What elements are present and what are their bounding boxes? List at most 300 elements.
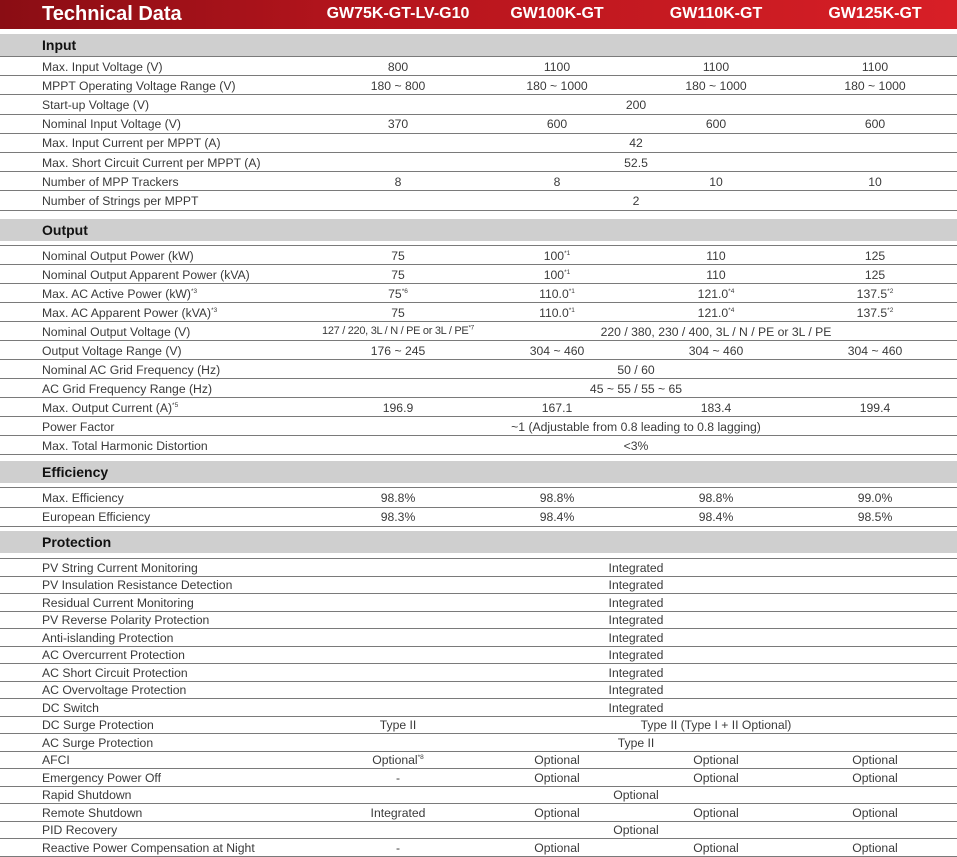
cell-value: 98.5% <box>857 510 893 525</box>
footnote-marker: *5 <box>172 401 179 409</box>
row-label <box>42 596 194 610</box>
cell-value: 42 <box>629 136 643 151</box>
row-label-text: Nominal Input Voltage (V) <box>42 117 181 132</box>
footnote-marker: *8 <box>417 754 424 762</box>
table-row <box>0 57 957 76</box>
cell-value: 125 <box>864 267 886 282</box>
table-cell <box>641 718 792 732</box>
table-cell <box>693 771 738 785</box>
footnote-marker: *4 <box>728 306 735 314</box>
cell-value: Type II (Type I + II Optional) <box>640 718 792 733</box>
table-cell <box>624 156 648 170</box>
table-cell <box>534 841 579 855</box>
table-cell <box>633 194 640 208</box>
table-cell <box>613 788 658 802</box>
cell-value: ~1 (Adjustable from 0.8 leading to 0.8 lagging) <box>511 419 761 434</box>
cell-value: 110.0 <box>539 286 569 301</box>
cell-value: 75 <box>391 305 405 320</box>
row-label <box>42 753 70 767</box>
section-title: Efficiency <box>42 464 109 480</box>
table-cell <box>609 631 664 645</box>
footnote-marker: *2 <box>887 287 894 295</box>
table-row <box>0 508 957 528</box>
table-cell <box>701 401 732 415</box>
table-cell <box>699 491 734 505</box>
row-label-text: AC Overcurrent Protection <box>42 648 185 663</box>
table-cell <box>857 306 894 320</box>
cell-value: Type II <box>379 718 417 733</box>
cell-value: 600 <box>864 117 886 132</box>
row-label-text: Start-up Voltage (V) <box>42 97 150 112</box>
cell-value: 200 <box>625 97 647 112</box>
table-cell <box>540 491 575 505</box>
row-label <box>42 491 124 505</box>
row-label-text: MPPT Operating Voltage Range (V) <box>42 78 236 93</box>
table-row <box>0 322 957 341</box>
cell-value: Integrated <box>608 595 664 610</box>
table-cell <box>544 268 571 282</box>
row-label-text: Nominal Output Voltage (V) <box>42 324 191 339</box>
cell-value: 110 <box>706 267 726 282</box>
row-label <box>42 788 131 802</box>
table-cell <box>865 117 885 131</box>
table-cell <box>609 683 664 697</box>
table-cell <box>381 491 416 505</box>
table-cell <box>852 806 897 820</box>
row-label-text: Number of MPP Trackers <box>42 174 179 189</box>
table-cell <box>371 344 426 358</box>
row-label-text: AC Short Circuit Protection <box>42 665 188 680</box>
cell-value: 98.8% <box>698 490 734 505</box>
row-label <box>42 439 208 453</box>
table-cell <box>689 344 744 358</box>
section-title: Input <box>42 37 77 53</box>
cell-value: 370 <box>387 117 409 132</box>
cell-value: Optional <box>693 805 739 820</box>
cell-value: 800 <box>387 59 409 74</box>
table-row <box>0 594 957 612</box>
table-row <box>0 246 957 265</box>
cell-value: 2 <box>632 193 640 208</box>
table-cell <box>609 648 664 662</box>
table-cell <box>609 596 664 610</box>
row-label <box>42 79 236 93</box>
cell-value: 125 <box>864 248 886 263</box>
table-cell <box>693 806 738 820</box>
section-header <box>0 217 957 241</box>
row-label <box>42 701 99 715</box>
table-cell <box>371 79 426 93</box>
table-cell <box>617 363 654 377</box>
cell-value: 100 <box>543 248 565 263</box>
table-cell <box>609 578 664 592</box>
row-label-text: Max. Output Current (A) <box>42 400 173 415</box>
table-cell <box>706 268 725 282</box>
table-cell <box>372 753 424 767</box>
table-row <box>0 769 957 787</box>
table-cell <box>852 771 897 785</box>
table-cell <box>703 60 729 74</box>
row-label <box>42 344 182 358</box>
table-cell <box>511 420 761 434</box>
table-row <box>0 752 957 770</box>
row-label <box>42 683 186 697</box>
table-cell <box>699 510 734 524</box>
row-label-text: AC Grid Frequency Range (Hz) <box>42 381 213 396</box>
row-label-text: Power Factor <box>42 419 115 434</box>
cell-value: Integrated <box>608 630 664 645</box>
table-cell <box>693 841 738 855</box>
row-label-text: Max. AC Apparent Power (kVA) <box>42 305 212 320</box>
cell-value: 98.4% <box>698 510 734 525</box>
model-column-header: GW75K-GT-LV-G10 <box>326 5 470 22</box>
table-row <box>0 717 957 735</box>
table-row <box>0 153 957 172</box>
cell-value: Optional <box>613 788 659 803</box>
table-cell <box>609 613 664 627</box>
section-rows <box>0 487 957 527</box>
table-cell <box>698 287 735 301</box>
cell-value: 600 <box>705 117 727 132</box>
row-label-text: Residual Current Monitoring <box>42 595 194 610</box>
cell-value: Optional <box>534 840 580 855</box>
cell-value: Integrated <box>370 805 426 820</box>
footnote-marker: *3 <box>191 287 198 295</box>
cell-value: 8 <box>394 174 402 189</box>
table-cell <box>388 287 408 301</box>
row-label <box>42 268 250 282</box>
row-label-text: PID Recovery <box>42 823 118 838</box>
row-label <box>42 648 185 662</box>
cell-value: 10 <box>868 174 882 189</box>
cell-value: 50 / 60 <box>617 362 655 377</box>
row-label <box>42 806 142 820</box>
table-row <box>0 379 957 398</box>
cell-value: 99.0% <box>857 490 893 505</box>
table-cell <box>609 701 664 715</box>
table-row <box>0 360 957 379</box>
table-row <box>0 787 957 805</box>
table-row <box>0 559 957 577</box>
cell-value: 183.4 <box>700 400 732 415</box>
row-label <box>42 841 255 855</box>
table-cell <box>706 249 725 263</box>
row-label-text: Max. Input Current per MPPT (A) <box>42 136 221 151</box>
table-cell <box>601 325 832 339</box>
row-label <box>42 613 209 627</box>
cell-value: 98.8% <box>539 490 575 505</box>
cell-value: Integrated <box>608 683 664 698</box>
row-label-text: Output Voltage Range (V) <box>42 343 182 358</box>
cell-value: Integrated <box>608 648 664 663</box>
table-cell <box>539 306 575 320</box>
table-row <box>0 303 957 322</box>
table-cell <box>383 401 414 415</box>
row-label <box>42 631 173 645</box>
table-cell <box>391 306 405 320</box>
table-cell <box>865 249 885 263</box>
table-row <box>0 417 957 436</box>
footnote-marker: *1 <box>564 268 571 276</box>
cell-value: 167.1 <box>541 400 573 415</box>
cell-value: Integrated <box>608 560 664 575</box>
table-row <box>0 664 957 682</box>
row-label <box>42 771 161 785</box>
row-label <box>42 175 179 189</box>
cell-value: Optional <box>372 753 418 768</box>
table-row <box>0 682 957 700</box>
table-header <box>0 0 957 29</box>
row-label <box>42 306 217 320</box>
row-label-text: PV String Current Monitoring <box>42 560 198 575</box>
cell-value: Optional <box>852 805 898 820</box>
table-row <box>0 398 957 417</box>
row-label-text: AC Surge Protection <box>42 735 154 750</box>
row-label <box>42 561 198 575</box>
footnote-marker: *1 <box>568 306 575 314</box>
table-cell <box>609 561 664 575</box>
table-row <box>0 734 957 752</box>
cell-value: 304 ~ 460 <box>688 343 744 358</box>
section-title: Output <box>42 222 88 238</box>
row-label-text: Remote Shutdown <box>42 805 143 820</box>
table-cell <box>547 117 567 131</box>
cell-value: Optional <box>693 770 739 785</box>
row-label-text: Max. Total Harmonic Distortion <box>42 438 208 453</box>
cell-value: 98.8% <box>380 490 416 505</box>
row-label <box>42 287 197 301</box>
cell-value: 121.0 <box>697 286 729 301</box>
cell-value: Optional <box>693 840 739 855</box>
cell-value: 110 <box>706 248 726 263</box>
row-label-text: European Efficiency <box>42 510 151 525</box>
cell-value: Integrated <box>608 578 664 593</box>
cell-value: 199.4 <box>859 400 891 415</box>
table-cell <box>613 823 658 837</box>
cell-value: Optional <box>534 805 580 820</box>
row-label-text: PV Reverse Polarity Protection <box>42 613 210 628</box>
table-cell <box>629 136 643 150</box>
cell-value: 180 ~ 800 <box>370 78 426 93</box>
table-cell <box>858 491 893 505</box>
cell-value: 176 ~ 245 <box>370 343 426 358</box>
cell-value: Integrated <box>608 613 664 628</box>
table-cell <box>391 268 405 282</box>
cell-value: 10 <box>709 174 723 189</box>
row-label-text: Number of Strings per MPPT <box>42 193 199 208</box>
table-cell <box>693 753 738 767</box>
cell-value: 45 ~ 55 / 55 ~ 65 <box>589 381 683 396</box>
table-row <box>0 699 957 717</box>
footnote-marker: *2 <box>887 306 894 314</box>
footnote-marker: *7 <box>468 323 474 331</box>
table-cell <box>542 401 573 415</box>
model-column-header: GW100K-GT <box>510 5 604 22</box>
table-cell <box>844 79 905 93</box>
row-label-text: PV Insulation Resistance Detection <box>42 578 233 593</box>
cell-value: Type II <box>617 735 655 750</box>
table-cell <box>396 841 400 855</box>
model-column-header: GW110K-GT <box>669 5 763 22</box>
model-column-header: GW125K-GT <box>828 5 922 22</box>
table-row <box>0 647 957 665</box>
table-cell <box>624 439 649 453</box>
section-header <box>0 32 957 56</box>
table-row <box>0 134 957 153</box>
table-row <box>0 284 957 303</box>
table-cell <box>534 806 579 820</box>
table-row <box>0 95 957 114</box>
cell-value: Optional <box>852 840 898 855</box>
row-label <box>42 363 220 377</box>
cell-value: <3% <box>623 438 649 453</box>
table-cell <box>391 249 405 263</box>
table-cell <box>857 287 894 301</box>
row-label <box>42 194 198 208</box>
row-label <box>42 510 150 524</box>
section-header <box>0 529 957 553</box>
table-row <box>0 115 957 134</box>
table-cell <box>371 806 426 820</box>
cell-value: 137.5 <box>856 286 888 301</box>
cell-value: Integrated <box>608 700 664 715</box>
table-cell <box>526 79 587 93</box>
page-title: Technical Data <box>42 3 182 25</box>
cell-value: - <box>395 840 401 855</box>
row-label-text: Reactive Power Compensation at Night <box>42 840 255 855</box>
row-label <box>42 249 194 263</box>
row-label <box>42 401 178 415</box>
footnote-marker: *1 <box>568 287 575 295</box>
table-cell <box>865 268 885 282</box>
cell-value: 98.4% <box>539 510 575 525</box>
row-label-text: Nominal Output Apparent Power (kVA) <box>42 267 250 282</box>
cell-value: Optional <box>852 753 898 768</box>
row-label-text: Rapid Shutdown <box>42 788 132 803</box>
table-cell <box>609 666 664 680</box>
cell-value: 98.3% <box>380 510 416 525</box>
row-label <box>42 578 232 592</box>
row-label-text: Max. Input Voltage (V) <box>42 59 163 74</box>
table-cell <box>626 98 646 112</box>
row-label-text: Nominal Output Power (kW) <box>42 248 194 263</box>
cell-value: 75 <box>391 267 405 282</box>
cell-value: 1100 <box>861 59 889 74</box>
table-cell <box>685 79 746 93</box>
table-cell <box>862 60 888 74</box>
row-label-text: DC Switch <box>42 700 99 715</box>
cell-value: 180 ~ 1000 <box>685 78 747 93</box>
table-row <box>0 76 957 95</box>
table-row <box>0 191 957 210</box>
row-label <box>42 156 261 170</box>
footnote-marker: *6 <box>401 287 408 295</box>
row-label-text: DC Surge Protection <box>42 718 154 733</box>
cell-value: 121.0 <box>697 305 729 320</box>
section-rows <box>0 245 957 455</box>
row-label <box>42 823 117 837</box>
cell-value: Integrated <box>608 665 664 680</box>
table-row <box>0 577 957 595</box>
cell-value: 52.5 <box>624 155 648 170</box>
table-cell <box>544 249 571 263</box>
table-cell <box>858 510 893 524</box>
row-label <box>42 666 188 680</box>
table-cell <box>396 771 400 785</box>
table-cell <box>590 382 682 396</box>
row-label <box>42 382 212 396</box>
table-cell <box>395 175 402 189</box>
row-label-text: Emergency Power Off <box>42 770 161 785</box>
section-rows <box>0 558 957 857</box>
table-cell <box>852 841 897 855</box>
table-row <box>0 822 957 840</box>
table-cell <box>380 718 417 732</box>
table-row <box>0 629 957 647</box>
cell-value: 196.9 <box>382 400 414 415</box>
row-label-text: AFCI <box>42 753 70 768</box>
row-label <box>42 736 153 750</box>
table-row <box>0 265 957 284</box>
row-label-text: Max. Short Circuit Current per MPPT (A) <box>42 155 261 170</box>
cell-value: Optional <box>693 753 739 768</box>
table-cell <box>860 401 891 415</box>
table-cell <box>618 736 655 750</box>
row-label-text: Nominal AC Grid Frequency (Hz) <box>42 362 221 377</box>
footnote-marker: *4 <box>728 287 735 295</box>
table-cell <box>322 325 474 337</box>
table-cell <box>848 344 903 358</box>
table-cell <box>706 117 726 131</box>
table-cell <box>539 287 575 301</box>
cell-value: 100 <box>543 267 565 282</box>
cell-value: 304 ~ 460 <box>529 343 585 358</box>
cell-value: Optional <box>534 753 580 768</box>
row-label <box>42 60 163 74</box>
cell-value: 110.0 <box>539 305 569 320</box>
table-cell <box>540 510 575 524</box>
footnote-marker: *3 <box>211 306 218 314</box>
table-cell <box>388 60 408 74</box>
cell-value: 137.5 <box>856 305 888 320</box>
cell-value: 220 / 380, 230 / 400, 3L / N / PE or 3L / PE <box>600 324 832 339</box>
section-header <box>0 459 957 483</box>
table-cell <box>709 175 723 189</box>
table-cell <box>530 344 585 358</box>
row-label <box>42 325 190 339</box>
table-cell <box>388 117 408 131</box>
row-label <box>42 98 149 112</box>
row-label <box>42 117 181 131</box>
table-cell <box>534 753 579 767</box>
table-cell <box>554 175 561 189</box>
cell-value: 75 <box>388 286 402 301</box>
table-row <box>0 488 957 508</box>
cell-value: 8 <box>553 174 561 189</box>
cell-value: Optional <box>613 823 659 838</box>
section-rows <box>0 56 957 211</box>
cell-value: 1100 <box>702 59 730 74</box>
cell-value: - <box>395 770 401 785</box>
table-cell <box>868 175 882 189</box>
row-label <box>42 420 114 434</box>
table-row <box>0 172 957 191</box>
cell-value: Optional <box>852 770 898 785</box>
row-label <box>42 718 154 732</box>
cell-value: 180 ~ 1000 <box>526 78 588 93</box>
cell-value: Optional <box>534 770 580 785</box>
footnote-marker: *1 <box>564 249 571 257</box>
